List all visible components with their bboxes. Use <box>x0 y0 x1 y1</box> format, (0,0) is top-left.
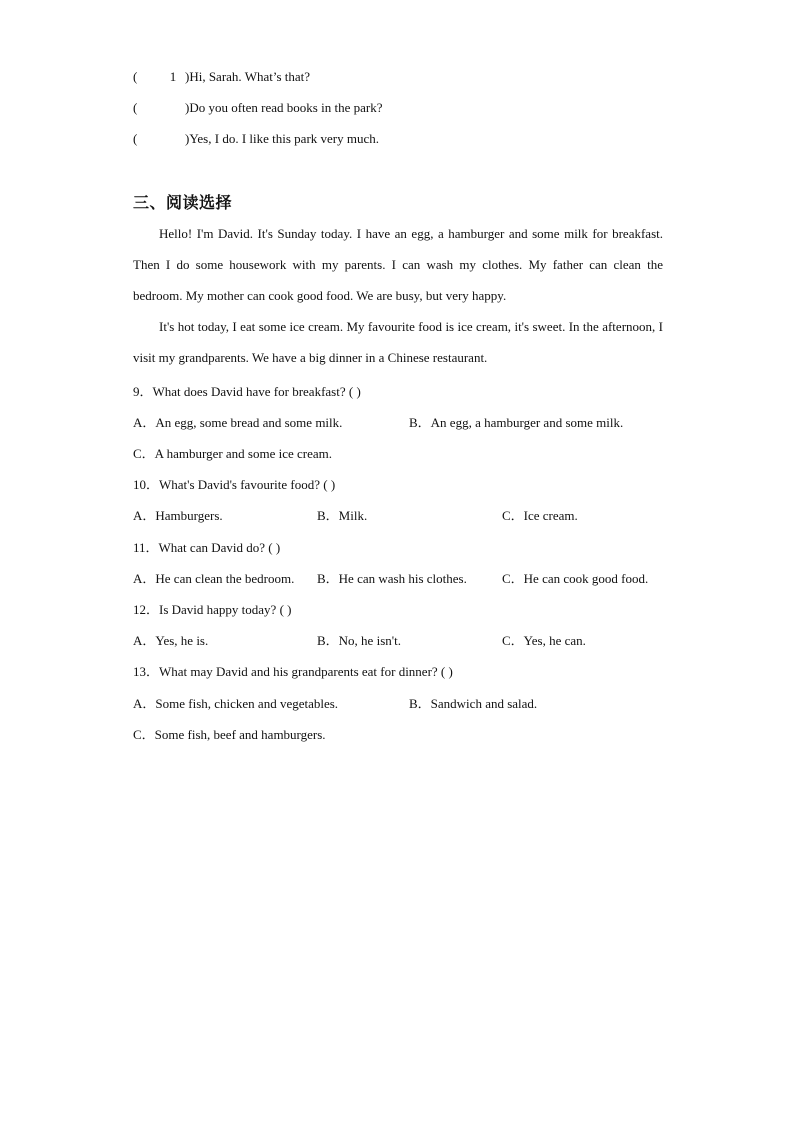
ordering-text: )Hi, Sarah. What’s that? <box>185 69 311 84</box>
option-b[interactable]: B．Milk. <box>317 508 368 523</box>
question-stem: 11．What can David do? ( ) <box>133 540 281 555</box>
question-options <box>133 630 693 646</box>
question-stem: 9．What does David have for breakfast? ( ) <box>133 384 361 399</box>
option-b[interactable]: B．Sandwich and salad. <box>409 696 538 711</box>
passage-paragraph-2: It's hot today, I eat some ice cream. My favourite food is ice cream, it's sweet. In the afternoon, I visit my grandparents. We have a big dinner in a Chinese restaurant. <box>133 319 663 365</box>
option-b[interactable]: B．He can wash his clothes. <box>317 571 467 586</box>
question-stem: 13．What may David and his grandparents eat for dinner? ( ) <box>133 664 453 679</box>
option-c[interactable]: C．Ice cream. <box>502 508 578 523</box>
option-a[interactable]: A．An egg, some bread and some milk. <box>133 415 343 430</box>
question-options <box>133 724 693 740</box>
answer-blank[interactable]: ( <box>133 100 138 115</box>
option-a[interactable]: A．He can clean the bedroom. <box>133 571 295 586</box>
ordering-item-3 <box>133 131 379 147</box>
ordering-item-1 <box>133 69 310 85</box>
section-title: 三、阅读选择 <box>133 193 233 212</box>
option-a[interactable]: A．Some fish, chicken and vegetables. <box>133 696 339 711</box>
option-a[interactable]: A．Yes, he is. <box>133 633 209 648</box>
ordering-item-2 <box>133 100 382 116</box>
question-stem: 12．Is David happy today? ( ) <box>133 602 292 617</box>
ordering-text: )Yes, I do. I like this park very much. <box>185 131 380 146</box>
option-c[interactable]: C．Yes, he can. <box>502 633 586 648</box>
option-a[interactable]: A．Hamburgers. <box>133 508 223 523</box>
option-c[interactable]: C．A hamburger and some ice cream. <box>133 446 333 461</box>
option-b[interactable]: B．An egg, a hamburger and some milk. <box>409 415 624 430</box>
option-c[interactable]: C．Some fish, beef and hamburgers. <box>133 727 326 742</box>
answer-blank[interactable]: ( 1 <box>133 69 177 84</box>
passage-paragraph-1: Hello! I'm David. It's Sunday today. I have an egg, a hamburger and some milk for breakfast. Then I do some housework with my parents. I can wash my clothes. My father can clean the bedroom. My mother can cook good food. We are busy, but very happy. <box>133 226 663 303</box>
option-c[interactable]: C．He can cook good food. <box>502 571 649 586</box>
option-b[interactable]: B．No, he isn't. <box>317 633 401 648</box>
question-options <box>133 443 693 459</box>
answer-blank[interactable]: ( <box>133 131 138 146</box>
question-options <box>133 412 693 428</box>
question-options <box>133 505 693 521</box>
question-options <box>133 693 693 709</box>
ordering-text: )Do you often read books in the park? <box>185 100 383 115</box>
question-options <box>133 568 693 584</box>
question-stem: 10．What's David's favourite food? ( ) <box>133 477 336 492</box>
